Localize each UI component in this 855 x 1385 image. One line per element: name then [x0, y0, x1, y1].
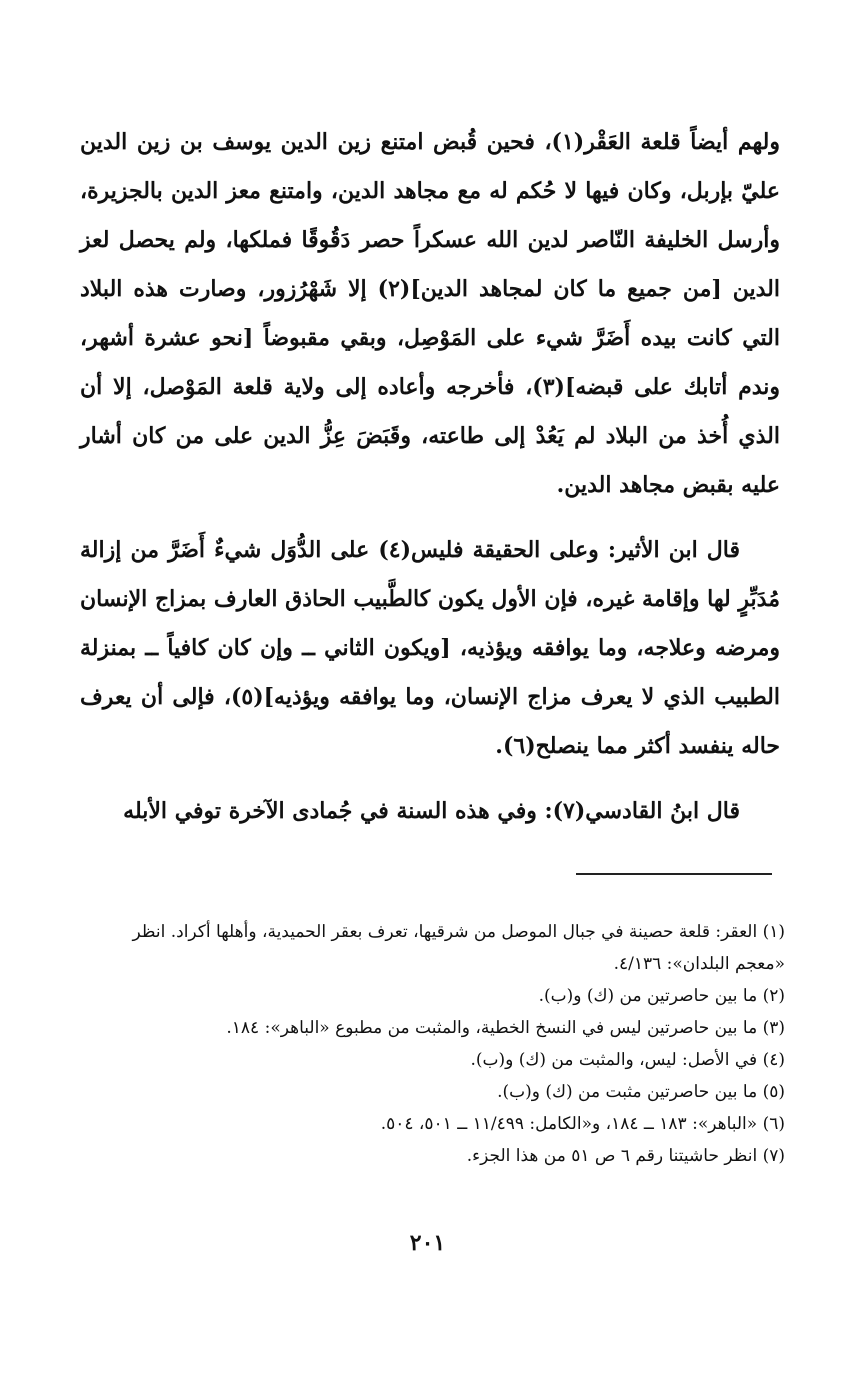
paragraph-3: قال ابنُ القادسي(٧): وفي هذه السنة في جُمادى الآخرة توفي الأبله	[123, 798, 740, 824]
footnote-7: (٧) انظر حاشيتنا رقم ٦ ص ٥١ من هذا الجزء.	[466, 1146, 785, 1166]
footnote-6: (٦) «الباهر»: ١٨٣ ــ ١٨٤، و«الكامل: ١١/٤٩٩ ــ ٥٠١، ٥٠٤.	[380, 1114, 785, 1134]
footnote-1: (١) العقر: قلعة حصينة في جبال الموصل من شرقيها، تعرف بعقر الحميدية، وأهلها أكراد. انظر «معجم البلدان»: ٤/١٣٦.	[132, 922, 785, 974]
footnote-5: (٥) ما بين حاصرتين مثبت من (ك) و(ب).	[497, 1082, 785, 1102]
paragraph-1: ولهم أيضاً قلعة العَقْر(١)، فحين قُبض امتنع زين الدين يوسف بن زين الدين عليّ بإربل، وكان فيها لا حُكم له مع مجاهد الدين، وامتنع معز الدين بالجزيرة، وأرسل الخليفة النّاصر لدين الله عسكراً حصر دَقُوقًا فملكها، ولم يحصل لعز الدين [من جميع ما كان لمجاهد الدين](٢) إلا شَهْرُزور، وصارت هذه البلاد التي كانت بيده أَضَرَّ شيء على المَوْصِل، وبقي مقبوضاً [نحو عشرة أشهر، وندم أتابك على قبضه](٣)، فأخرجه وأعاده إلى ولاية قلعة المَوْصل، إلا أن الذي أُخذ من البلاد لم يَعُدْ إلى طاعته، وقَبَضَ عِزُّ الدين على من كان أشار عليه بقبض مجاهد الدين.	[80, 129, 780, 498]
footnote-3: (٣) ما بين حاصرتين ليس في النسخ الخطية، والمثبت من مطبوع «الباهر»: ١٨٤.	[226, 1018, 785, 1038]
footnote-separator	[576, 873, 772, 875]
main-text	[80, 118, 780, 852]
page-number: ٢٠١	[409, 1230, 446, 1256]
footnote-2: (٢) ما بين حاصرتين من (ك) و(ب).	[538, 986, 785, 1006]
footnote-4: (٤) في الأصل: ليس، والمثبت من (ك) و(ب).	[470, 1050, 785, 1070]
footnotes	[80, 916, 785, 1172]
paragraph-2: قال ابن الأثير: وعلى الحقيقة فليس(٤) على الدُّوَل شيءٌ أَضَرَّ من إزالة مُدَبِّرٍ لها وإقامة غيره، فإن الأول يكون كالطَّبيب الحاذق العارف بمزاج الإنسان ومرضه وعلاجه، وما يوافقه ويؤذيه، [ويكون الثاني ــ وإن كان كافياً ــ بمنزلة الطبيب الذي لا يعرف مزاج الإنسان، وما يوافقه ويؤذيه](٥)، فإلى أن يعرف حاله ينفسد أكثر مما ينصلح(٦).	[80, 537, 780, 759]
